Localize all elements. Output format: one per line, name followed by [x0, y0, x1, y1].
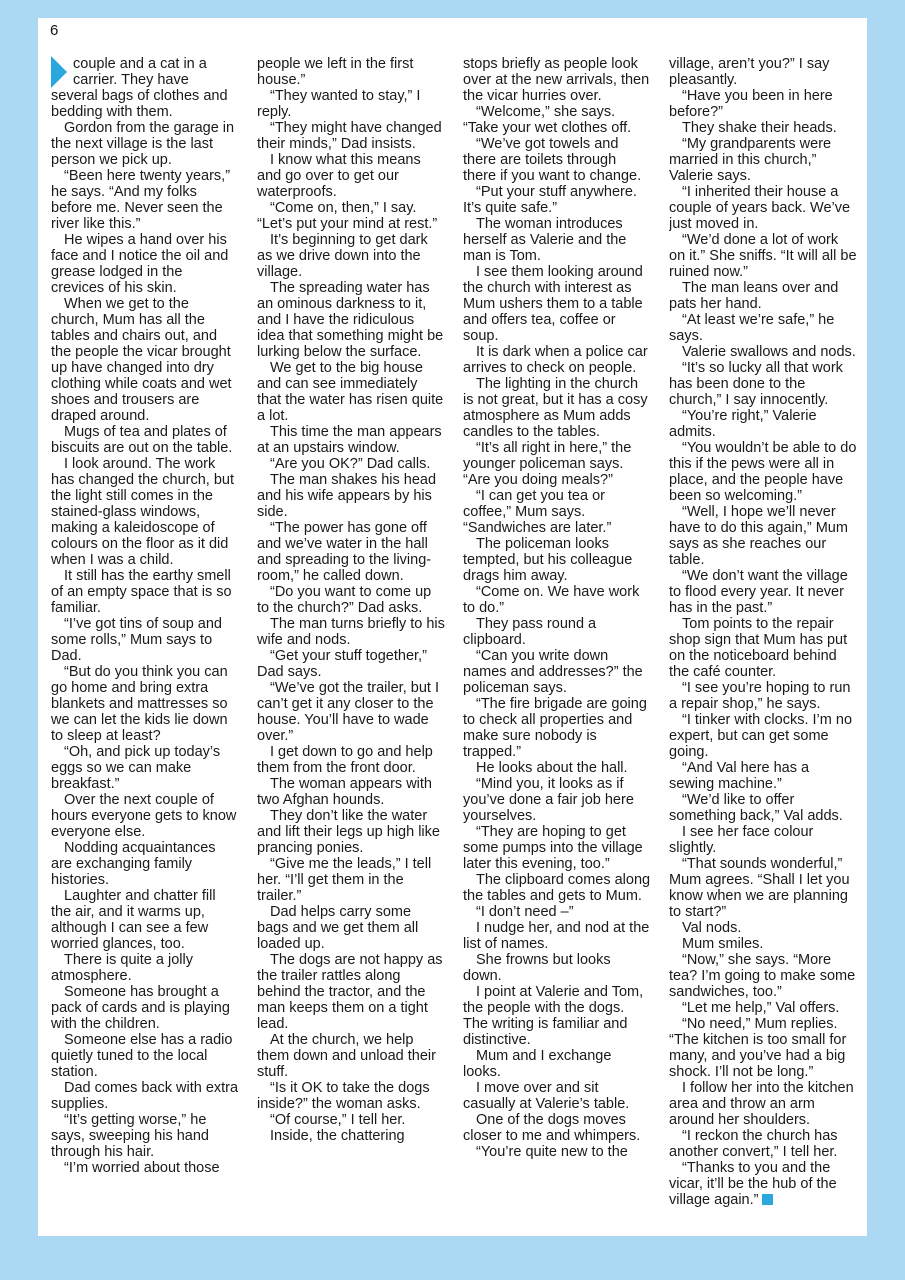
story-paragraph	[257, 424, 445, 456]
story-paragraph	[51, 456, 239, 568]
story-paragraph	[51, 168, 239, 232]
paragraph-text: couple and a cat in a carrier. They have several bags of clothes and bedding with them.	[51, 56, 228, 120]
story-paragraph	[669, 936, 857, 952]
story-paragraph	[669, 232, 857, 280]
story-paragraph	[669, 920, 857, 936]
paragraph-text: “I can get you tea or coffee,” Mum says. “Sandwiches are later.”	[463, 488, 612, 536]
story-paragraph	[257, 1112, 445, 1128]
paragraph-text: Valerie swallows and nods.	[682, 344, 856, 360]
story-paragraph	[257, 584, 445, 616]
paragraph-text: “At least we’re safe,” he says.	[669, 312, 835, 344]
story-paragraph	[257, 56, 445, 88]
story-paragraph	[669, 568, 857, 616]
paragraph-text: Mum smiles.	[682, 936, 764, 952]
paragraph-text: I follow her into the kitchen area and throw an arm around her shoulders.	[669, 1080, 854, 1128]
paragraph-text: “Of course,” I tell her.	[270, 1112, 406, 1128]
paragraph-text: He looks about the hall.	[476, 760, 628, 776]
story-paragraph	[51, 744, 239, 792]
story-paragraph	[51, 952, 239, 984]
story-paragraph	[51, 296, 239, 424]
story-paragraph	[257, 456, 445, 472]
paragraph-text: “You’re quite new to the	[476, 1144, 628, 1160]
story-paragraph	[51, 120, 239, 168]
paragraph-text: “Been here twenty years,” he says. “And my folks before me. Never seen the river like this.”	[51, 168, 231, 232]
paragraph-text: “We don’t want the village to flood every year. It never has in the past.”	[669, 568, 848, 616]
paragraph-text: “Let me help,” Val offers.	[682, 1000, 840, 1016]
paragraph-text: Laughter and chatter fill the air, and it warms up, although I can see a few worried glances, too.	[51, 888, 216, 952]
story-paragraph	[669, 56, 857, 88]
story-paragraph	[51, 840, 239, 888]
story-paragraph	[669, 1160, 857, 1208]
paragraph-text: “You wouldn’t be able to do this if the pews were all in place, and the people have been so welcoming.”	[669, 440, 857, 504]
paragraph-text: Someone else has a radio quietly tuned to the local station.	[51, 1032, 233, 1080]
story-paragraph	[463, 488, 651, 536]
paragraph-text: The clipboard comes along the tables and gets to Mum.	[463, 872, 651, 904]
paragraph-text: “Put your stuff anywhere. It’s quite safe.”	[463, 184, 637, 216]
story-paragraph	[463, 1080, 651, 1112]
paragraph-text: “And Val here has a sewing machine.”	[669, 760, 810, 792]
story-paragraph	[51, 1032, 239, 1080]
story-paragraph	[51, 1160, 239, 1176]
paragraph-text: “Get your stuff together,” Dad says.	[257, 648, 427, 680]
paragraph-text: “We’ve got the trailer, but I can’t get it any closer to the house. You’ll have to wade over.”	[257, 680, 439, 744]
paragraph-text: village, aren’t you?” I say pleasantly.	[669, 56, 830, 88]
story-paragraph	[669, 1128, 857, 1160]
paragraph-text: “I reckon the church has another convert,” I tell her.	[669, 1128, 838, 1160]
story-paragraph	[257, 1032, 445, 1080]
paragraph-text: Tom points to the repair shop sign that Mum has put on the noticeboard behind the café counter.	[669, 616, 848, 680]
story-paragraph	[463, 920, 651, 952]
paragraph-text: Someone has brought a pack of cards and is playing with the children.	[51, 984, 230, 1032]
story-paragraph	[669, 408, 857, 440]
story-paragraph	[257, 776, 445, 808]
paragraph-text: Mum and I exchange looks.	[463, 1048, 612, 1080]
story-paragraph	[51, 568, 239, 616]
paragraph-text: Gordon from the garage in the next village is the last person we pick up.	[51, 120, 235, 168]
story-paragraph	[257, 152, 445, 200]
paragraph-text: Mugs of tea and plates of biscuits are out on the table.	[51, 424, 233, 456]
story-paragraph	[257, 856, 445, 904]
paragraph-text: The woman appears with two Afghan hounds.	[257, 776, 432, 808]
paragraph-text: Nodding acquaintances are exchanging family histories.	[51, 840, 216, 888]
paragraph-text: The man leans over and pats her hand.	[669, 280, 839, 312]
story-paragraph	[463, 376, 651, 440]
story-paragraph	[463, 824, 651, 872]
paragraph-text: I point at Valerie and Tom, the people with the dogs. The writing is familiar and distinctive.	[463, 984, 644, 1048]
story-paragraph	[463, 648, 651, 696]
story-paragraph	[669, 184, 857, 232]
paragraph-text: The dogs are not happy as the trailer rattles along behind the tractor, and the man keeps them on a tight lead.	[257, 952, 443, 1032]
story-paragraph	[463, 264, 651, 344]
story-paragraph	[257, 88, 445, 120]
column-4	[669, 56, 857, 1228]
paragraph-text: “We’d done a lot of work on it.” She sniffs. “It will all be ruined now.”	[669, 232, 857, 280]
paragraph-text: “No need,” Mum replies. “The kitchen is too small for many, and you’ve had a big shock. I’ll not be long.”	[669, 1016, 847, 1080]
paragraph-text: “I inherited their house a couple of years back. We’ve just moved in.	[669, 184, 851, 232]
story-paragraph	[257, 120, 445, 152]
paragraph-text: people we left in the first house.”	[257, 56, 414, 88]
story-paragraph	[257, 952, 445, 1032]
story-paragraph	[463, 104, 651, 136]
paragraph-text: “I see you’re hoping to run a repair shop,” he says.	[669, 680, 851, 712]
paragraph-text: “Give me the leads,” I tell her. “I’ll get them in the trailer.”	[257, 856, 432, 904]
paragraph-text: We get to the big house and can see immediately that the water has risen quite a lot.	[257, 360, 444, 424]
paragraph-text: I nudge her, and nod at the list of names.	[463, 920, 650, 952]
story-paragraph	[257, 472, 445, 520]
paragraph-text: “Welcome,” she says. “Take your wet clothes off.	[463, 104, 632, 136]
paragraph-text: The woman introduces herself as Valerie and the man is Tom.	[463, 216, 627, 264]
paragraph-text: The lighting in the church is not great, but it has a cosy atmosphere as Mum adds candles to the tables.	[463, 376, 648, 440]
story-paragraph	[669, 760, 857, 792]
paragraph-text: “Come on. We have work to do.”	[463, 584, 640, 616]
story-paragraph	[463, 696, 651, 760]
paragraph-text: I look around. The work has changed the church, but the light still comes in the stained-glass windows, making a kaleidoscope of colours on the floor as it did when I was a child.	[51, 456, 234, 568]
story-paragraph	[669, 360, 857, 408]
paragraph-text: “The fire brigade are going to check all properties and make sure nobody is trapped.”	[463, 696, 647, 760]
paragraph-text: “I tinker with clocks. I’m no expert, but can get some going.	[669, 712, 853, 760]
paragraph-text: Dad comes back with extra supplies.	[51, 1080, 239, 1112]
paragraph-text: “We’d like to offer something back,” Val adds.	[669, 792, 843, 824]
paragraph-text: “Thanks to you and the vicar, it’ll be the hub of the village again.”	[669, 1160, 837, 1208]
story-paragraph	[257, 648, 445, 680]
paragraph-text: “My grandparents were married in this church,” Valerie says.	[669, 136, 832, 184]
paragraph-text: “I’m worried about those	[64, 1160, 220, 1176]
paragraph-text: The spreading water has an ominous darkness to it, and I have the ridiculous idea that something might be lurking below the surface.	[257, 280, 444, 360]
paragraph-text: The man shakes his head and his wife appears by his side.	[257, 472, 437, 520]
story-paragraph	[51, 232, 239, 296]
paragraph-text: “I’ve got tins of soup and some rolls,” Mum says to Dad.	[51, 616, 222, 664]
paragraph-text: “Come on, then,” I say. “Let’s put your mind at rest.”	[257, 200, 438, 232]
paragraph-text: “It’s so lucky all that work has been done to the church,” I say innocently.	[669, 360, 843, 408]
story-paragraph	[463, 904, 651, 920]
story-paragraph	[669, 616, 857, 680]
story-paragraph	[669, 792, 857, 824]
paragraph-text: They shake their heads.	[682, 120, 837, 136]
paragraph-text: “Can you write down names and addresses?” the policeman says.	[463, 648, 643, 696]
story-paragraph	[463, 872, 651, 904]
story-paragraph	[257, 904, 445, 952]
story-paragraph	[463, 760, 651, 776]
story-columns	[51, 56, 857, 1228]
paragraph-text: “Are you OK?” Dad calls.	[270, 456, 431, 472]
paragraph-text: This time the man appears at an upstairs window.	[257, 424, 442, 456]
story-paragraph	[257, 200, 445, 232]
story-paragraph	[463, 56, 651, 104]
story-paragraph	[463, 344, 651, 376]
story-paragraph	[669, 1016, 857, 1080]
story-paragraph	[463, 776, 651, 824]
paragraph-text: They pass round a clipboard.	[463, 616, 597, 648]
end-of-story-square-icon	[762, 1194, 773, 1205]
story-paragraph	[463, 616, 651, 648]
story-paragraph	[463, 584, 651, 616]
paragraph-text: When we get to the church, Mum has all the tables and chairs out, and the people the vicar brought up have changed into dry clothing while coats and wet shoes and trousers are draped around.	[51, 296, 232, 424]
story-paragraph	[257, 360, 445, 424]
story-paragraph	[669, 712, 857, 760]
story-paragraph	[51, 888, 239, 952]
page-number: 6	[50, 22, 59, 39]
paragraph-text: He wipes a hand over his face and I notice the oil and grease lodged in the crevices of his skin.	[51, 232, 229, 296]
story-paragraph	[669, 680, 857, 712]
story-paragraph	[669, 120, 857, 136]
column-2	[257, 56, 445, 1228]
paragraph-text: There is quite a jolly atmosphere.	[51, 952, 193, 984]
story-paragraph	[463, 136, 651, 184]
story-paragraph	[669, 344, 857, 360]
paragraph-text: Dad helps carry some bags and we get them all loaded up.	[257, 904, 419, 952]
paragraph-text: At the church, we help them down and unload their stuff.	[257, 1032, 436, 1080]
paragraph-text: I get down to go and help them from the front door.	[257, 744, 433, 776]
paragraph-text: “It’s getting worse,” he says, sweeping his hand through his hair.	[51, 1112, 209, 1160]
paragraph-text: “That sounds wonderful,” Mum agrees. “Shall I let you know when we are planning to start?”	[669, 856, 850, 920]
story-paragraph	[669, 1080, 857, 1128]
paragraph-text: Val nods.	[682, 920, 742, 936]
story-paragraph	[51, 984, 239, 1032]
paragraph-text: “Have you been in here before?”	[669, 88, 833, 120]
paragraph-text: “Well, I hope we’ll never have to do this again,” Mum says as she reaches our table.	[669, 504, 848, 568]
story-paragraph	[51, 616, 239, 664]
paragraph-text: The man turns briefly to his wife and nods.	[257, 616, 445, 648]
story-paragraph	[669, 88, 857, 120]
paragraph-text: It’s beginning to get dark as we drive down into the village.	[257, 232, 428, 280]
story-paragraph	[257, 232, 445, 280]
paragraph-text: “Is it OK to take the dogs inside?” the woman asks.	[257, 1080, 430, 1112]
paragraph-text: “Now,” she says. “More tea? I’m going to make some sandwiches, too.”	[669, 952, 856, 1000]
story-paragraph	[51, 56, 239, 120]
story-paragraph	[257, 1128, 445, 1144]
paragraph-text: “They might have changed their minds,” Dad insists.	[257, 120, 442, 152]
paragraph-text: “The power has gone off and we’ve water in the hall and spreading to the living-room,” he called down.	[257, 520, 432, 584]
paragraph-text: I see her face colour slightly.	[669, 824, 814, 856]
paragraph-text: “But do you think you can go home and bring extra blankets and mattresses so we can let the kids lie down to sleep at least?	[51, 664, 228, 744]
paragraph-text: “Do you want to come up to the church?” Dad asks.	[257, 584, 432, 616]
story-paragraph	[463, 440, 651, 488]
story-continue-arrow-icon	[51, 56, 67, 88]
paragraph-text: “Oh, and pick up today’s eggs so we can make breakfast.”	[51, 744, 221, 792]
story-paragraph	[51, 1112, 239, 1160]
paragraph-text: I know what this means and go over to get our waterproofs.	[257, 152, 421, 200]
story-paragraph	[257, 680, 445, 744]
paragraph-text: “You’re right,” Valerie admits.	[669, 408, 817, 440]
paragraph-text: Inside, the chattering	[270, 1128, 405, 1144]
paragraph-text: “We’ve got towels and there are toilets through there if you want to change.	[463, 136, 642, 184]
story-paragraph	[257, 1080, 445, 1112]
paragraph-text: It is dark when a police car arrives to check on people.	[463, 344, 648, 376]
paragraph-text: “They wanted to stay,” I reply.	[257, 88, 421, 120]
paragraph-text: It still has the earthy smell of an empty space that is so familiar.	[51, 568, 232, 616]
story-paragraph	[257, 280, 445, 360]
story-paragraph	[51, 424, 239, 456]
story-paragraph	[463, 952, 651, 984]
magazine-page	[38, 18, 867, 1236]
paragraph-text: I move over and sit casually at Valerie’s table.	[463, 1080, 630, 1112]
story-paragraph	[463, 1048, 651, 1080]
paragraph-text: “I don’t need –”	[476, 904, 574, 920]
story-paragraph	[669, 280, 857, 312]
story-paragraph	[669, 1000, 857, 1016]
story-paragraph	[51, 1080, 239, 1112]
story-paragraph	[463, 184, 651, 216]
story-paragraph	[669, 856, 857, 920]
story-paragraph	[669, 824, 857, 856]
story-paragraph	[669, 952, 857, 1000]
story-paragraph	[669, 504, 857, 568]
story-paragraph	[257, 520, 445, 584]
paragraph-text: The policeman looks tempted, but his colleague drags him away.	[463, 536, 633, 584]
paragraph-text: One of the dogs moves closer to me and whimpers.	[463, 1112, 641, 1144]
paragraph-text: Over the next couple of hours everyone gets to know everyone else.	[51, 792, 237, 840]
paragraph-text: She frowns but looks down.	[463, 952, 611, 984]
story-paragraph	[463, 1112, 651, 1144]
story-paragraph	[463, 984, 651, 1048]
story-paragraph	[669, 312, 857, 344]
paragraph-text: I see them looking around the church with interest as Mum ushers them to a table and offers tea, coffee or soup.	[463, 264, 643, 344]
story-paragraph	[257, 744, 445, 776]
story-paragraph	[669, 440, 857, 504]
paragraph-text: They don’t like the water and lift their legs up high like prancing ponies.	[257, 808, 440, 856]
paragraph-text: “Mind you, it looks as if you’ve done a fair job here yourselves.	[463, 776, 634, 824]
story-paragraph	[463, 1144, 651, 1160]
story-paragraph	[51, 792, 239, 840]
story-paragraph	[257, 808, 445, 856]
column-1	[51, 56, 239, 1228]
story-paragraph	[463, 536, 651, 584]
paragraph-text: “They are hoping to get some pumps into the village later this evening, too.”	[463, 824, 643, 872]
story-paragraph	[463, 216, 651, 264]
story-paragraph	[51, 664, 239, 744]
paragraph-text: “It’s all right in here,” the younger policeman says. “Are you doing meals?”	[463, 440, 632, 488]
story-paragraph	[669, 136, 857, 184]
paragraph-text: stops briefly as people look over at the new arrivals, then the vicar hurries over.	[463, 56, 650, 104]
story-paragraph	[257, 616, 445, 648]
column-3	[463, 56, 651, 1228]
